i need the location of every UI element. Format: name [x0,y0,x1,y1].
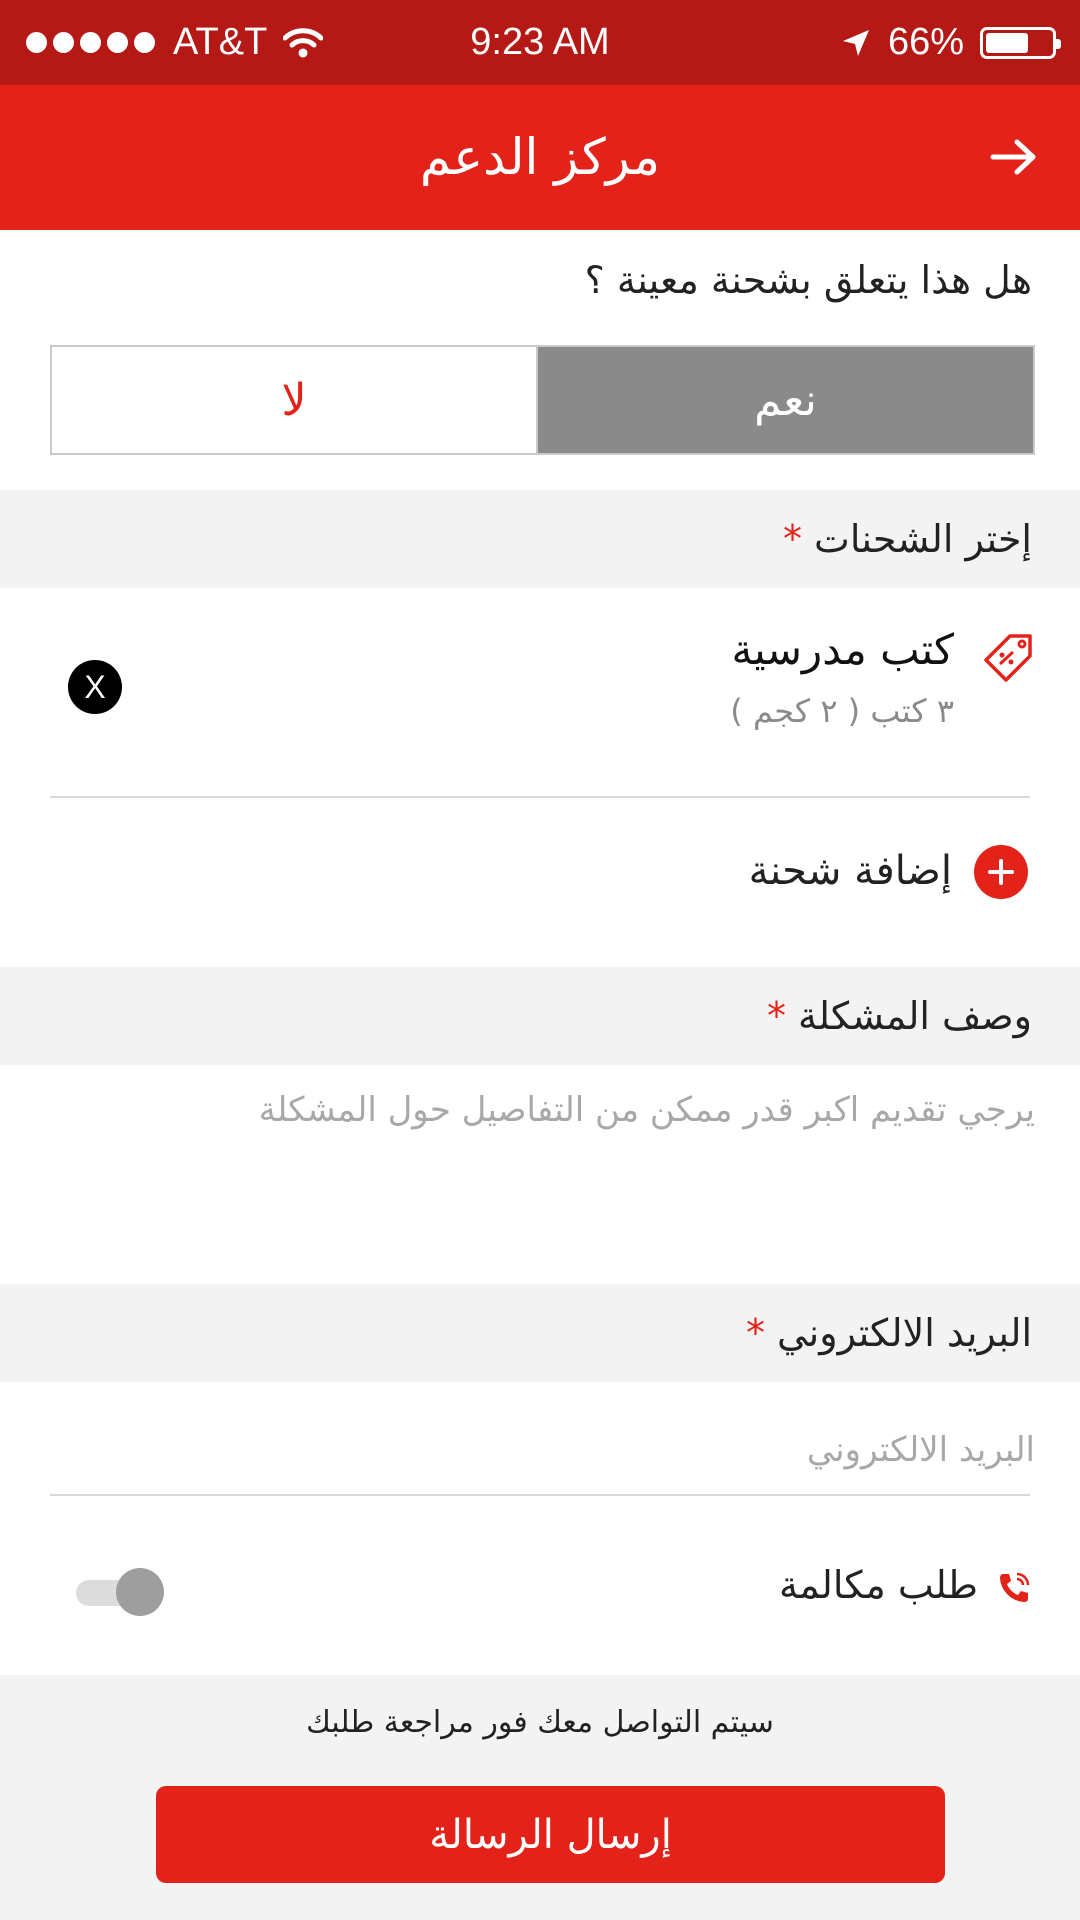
app-header [0,85,1080,230]
email-field[interactable] [50,1415,1035,1485]
add-shipment-label[interactable]: إضافة شحنة [748,848,952,894]
call-request-label: طلب مكالمة [778,1563,978,1607]
email-section-header [0,1284,1080,1382]
phone-call-icon [996,1570,1032,1606]
contact-note: سيتم التواصل معك فور مراجعة طلبك [306,1705,774,1740]
status-bar [0,0,1080,85]
battery-percent: 66% [887,21,964,63]
required-mark: * [746,1311,765,1355]
required-mark: * [783,517,803,561]
location-arrow-icon [840,27,872,59]
battery-icon [980,27,1056,59]
shipment-title: كتب مدرسية [731,625,954,674]
shipments-section-title: إختر الشحنات* [783,517,1032,561]
remove-shipment-button[interactable]: X [68,660,122,714]
arrow-right-icon [989,137,1039,177]
back-button[interactable] [982,125,1046,189]
carrier-name: AT&T [173,21,268,63]
signal-dots-icon [26,32,155,53]
battery-level [986,33,1028,53]
description-section-title: وصف المشكلة* [767,994,1032,1038]
required-mark: * [767,994,787,1038]
call-request-toggle[interactable] [76,1568,166,1618]
divider [50,796,1030,798]
description-section-header [0,967,1080,1065]
shipment-question-toggle [50,345,1035,455]
shipment-subtitle: ٣ كتب ( ٢ كجم ) [730,692,954,730]
problem-description-input[interactable] [50,1090,1035,1210]
email-section-title: البريد الالكتروني* [746,1311,1032,1355]
wifi-icon [283,27,323,59]
shipment-question-label: هل هذا يتعلق بشحنة معينة ؟ [584,258,1032,302]
divider [50,1494,1030,1496]
plus-circle-icon[interactable] [974,845,1028,899]
yes-button[interactable]: نعم [538,347,1033,453]
shipments-section-header [0,490,1080,588]
status-bar-left [26,0,323,85]
send-message-button[interactable]: إرسال الرسالة [156,1786,945,1883]
page-title: مركز الدعم [419,128,661,186]
discount-tag-icon [980,630,1036,686]
status-time: 9:23 AM [470,21,610,63]
status-bar-right [840,0,1056,85]
no-button[interactable]: لا [52,347,538,453]
